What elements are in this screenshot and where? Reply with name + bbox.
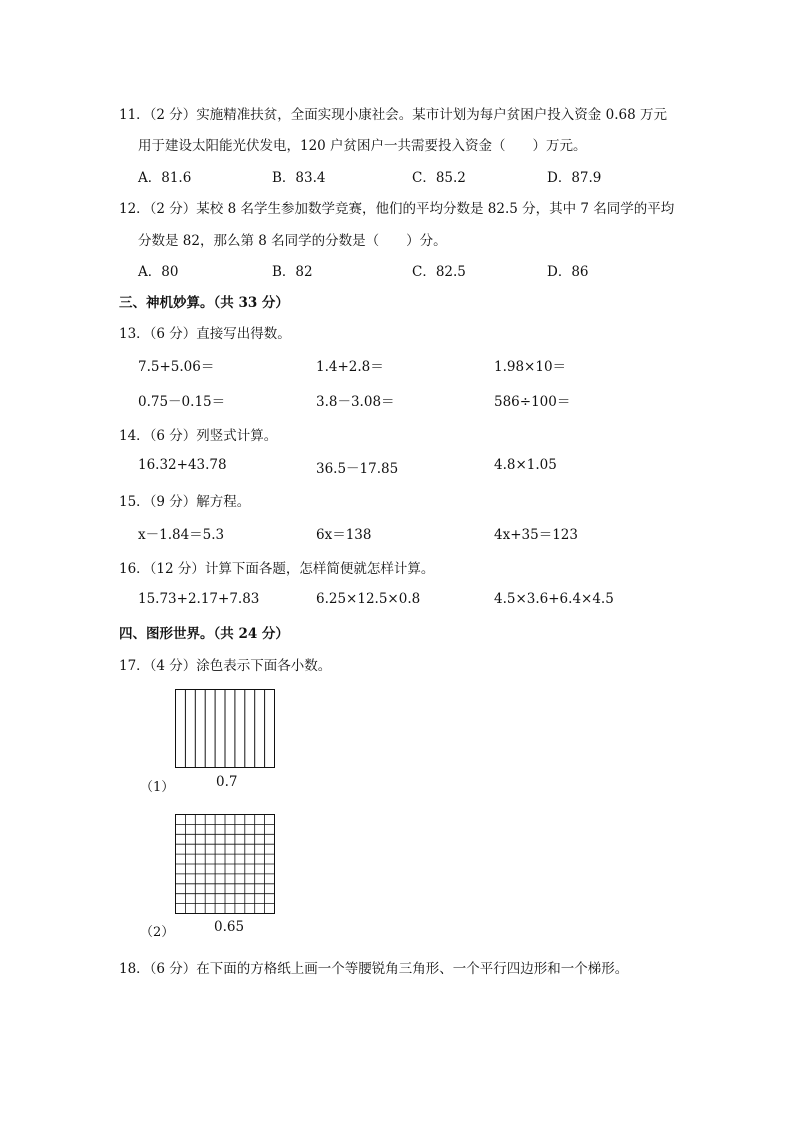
- q13-r2-c2: 3.8－3.08＝: [316, 394, 395, 410]
- q16-c3: 4.5×3.6+6.4×4.5: [494, 591, 614, 607]
- q13-r2-c3: 586÷100＝: [494, 394, 571, 410]
- q12-option-a: A．80: [138, 264, 179, 280]
- q14-c1: 16.32+43.78: [138, 457, 227, 473]
- q11-option-a: A．81.6: [138, 170, 192, 186]
- fig1-label: （1）: [140, 780, 175, 795]
- q11-line2: 用于建设太阳能光伏发电，120 户贫困户一共需要投入资金（ ）万元。: [138, 138, 587, 154]
- q13-r1-c1: 7.5+5.06＝: [138, 359, 215, 375]
- q12-option-d: D．86: [547, 264, 589, 280]
- q15-c3: 4x+35＝123: [494, 527, 578, 543]
- tenths-grid-figure: [175, 689, 275, 768]
- q16-c1: 15.73+2.17+7.83: [138, 591, 260, 607]
- q12-line1: 12．（2 分）某校 8 名学生参加数学竞赛，他们的平均分数是 82.5 分，其中 7 名同学的平均: [119, 201, 675, 217]
- q16-title: 16．（12 分）计算下面各题，怎样简便就怎样计算。: [119, 561, 435, 577]
- q11-option-c: C．85.2: [412, 170, 466, 186]
- q11-line1: 11．（2 分）实施精准扶贫，全面实现小康社会。某市计划为每户贫困户投入资金 0.68 万元: [119, 107, 667, 123]
- q11-option-d: D．87.9: [547, 170, 602, 186]
- fig2-value: 0.65: [214, 919, 245, 935]
- q14-title: 14．（6 分）列竖式计算。: [119, 428, 278, 444]
- q12-option-c: C．82.5: [412, 264, 466, 280]
- q15-c1: x－1.84＝5.3: [138, 527, 225, 543]
- q11-option-b: B．83.4: [272, 170, 326, 186]
- q12-option-b: B．82: [272, 264, 313, 280]
- q16-c2: 6.25×12.5×0.8: [316, 591, 421, 607]
- section-heading-3: 三、神机妙算。（共 33 分）: [119, 295, 289, 311]
- q15-c2: 6x＝138: [316, 527, 372, 543]
- q13-r2-c1: 0.75－0.15＝: [138, 394, 226, 410]
- q17-title: 17．（4 分）涂色表示下面各小数。: [119, 658, 332, 674]
- q12-line2: 分数是 82，那么第 8 名同学的分数是（ ）分。: [138, 233, 447, 249]
- q13-r1-c2: 1.4+2.8＝: [316, 359, 384, 375]
- q13-title: 13．（6 分）直接写出得数。: [119, 326, 291, 342]
- q13-r1-c3: 1.98×10＝: [494, 359, 567, 375]
- hundredths-grid-figure: [175, 814, 275, 914]
- fig1-value: 0.7: [216, 774, 238, 790]
- fig2-label: （2）: [140, 925, 175, 940]
- q18-title: 18．（6 分）在下面的方格纸上画一个等腰锐角三角形、一个平行四边形和一个梯形。: [119, 961, 629, 977]
- q15-title: 15．（9 分）解方程。: [119, 494, 251, 510]
- section-heading-4: 四、图形世界。（共 24 分）: [119, 626, 289, 642]
- q14-c2: 36.5－17.85: [316, 461, 399, 477]
- q14-c3: 4.8×1.05: [494, 457, 557, 473]
